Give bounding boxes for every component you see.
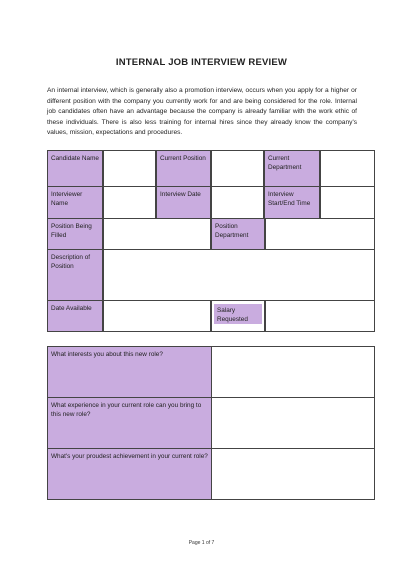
current-department-field[interactable] (320, 150, 375, 187)
page-number: Page 1 of 7 (188, 540, 215, 546)
current-position-label: Current Position (156, 150, 211, 187)
candidate-name-label: Candidate Name (47, 150, 103, 187)
description-label: Description of Position (47, 249, 103, 301)
answer-field[interactable] (211, 448, 375, 500)
page-title: INTERNAL JOB INTERVIEW REVIEW (115, 57, 288, 68)
description-field[interactable] (103, 249, 375, 301)
current-department-label: Current Department (264, 150, 320, 187)
question-label: What experience in your current role can you bring to this new role? (47, 397, 212, 449)
position-filled-label: Position Being Filled (47, 218, 103, 250)
answer-field[interactable] (211, 397, 375, 449)
position-department-label: Position Department (211, 218, 265, 250)
current-position-field[interactable] (211, 150, 264, 187)
position-filled-field[interactable] (103, 218, 211, 250)
interviewer-name-label: Interviewer Name (47, 186, 103, 219)
salary-cell (211, 300, 265, 332)
position-department-field[interactable] (265, 218, 375, 250)
interview-time-label: Interview Start/End Time (264, 186, 320, 219)
interview-time-field[interactable] (320, 186, 375, 219)
date-available-field[interactable] (103, 300, 211, 332)
interview-date-label: Interview Date (156, 186, 211, 219)
answer-field[interactable] (211, 346, 375, 398)
salary-requested-field[interactable] (265, 300, 375, 332)
candidate-name-field[interactable] (103, 150, 156, 187)
question-label: What's your proudest achievement in your current role? (47, 448, 212, 500)
interview-date-field[interactable] (211, 186, 264, 219)
question-label: What interests you about this new role? (47, 346, 212, 398)
intro-paragraph: An internal interview, which is generally also a promotion interview, occurs when you apply for a higher or different position with the company you currently work for and are being considered for the role. Internal job candidates often have an advantage because the company is already familiar with the work ethic of these individuals. There is also less training for internal hires since they already know the company's values, mission, expectations and procedures. (47, 87, 357, 137)
salary-requested-label: Salary Requested (214, 304, 262, 324)
interviewer-name-field[interactable] (103, 186, 156, 219)
date-available-label: Date Available (47, 300, 103, 332)
